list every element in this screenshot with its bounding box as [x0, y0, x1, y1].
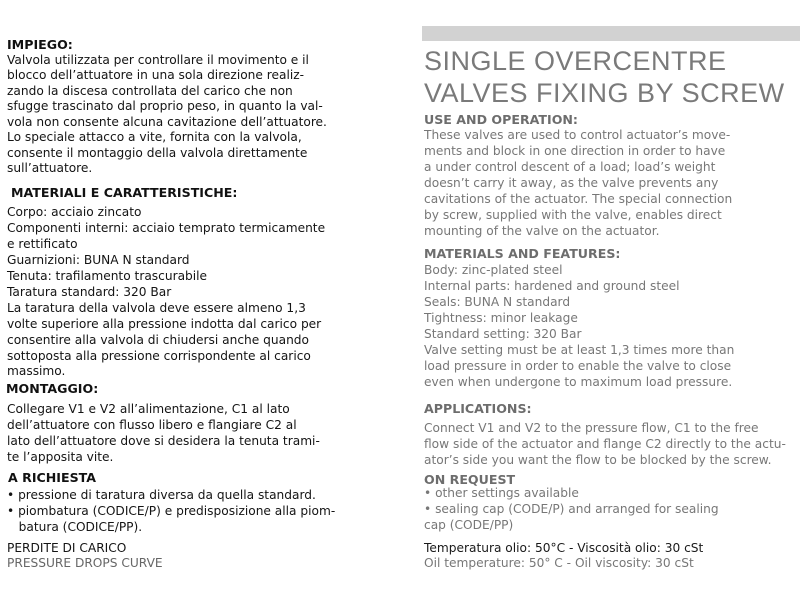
materials-line: Valve setting must be at least 1,3 times more than	[424, 343, 735, 357]
use-line: by screw, supplied with the valve, enables direct	[424, 208, 722, 222]
richiesta-heading: A RICHIESTA	[8, 470, 97, 485]
impiego-line: blocco dell’attuatore in una sola direzione realiz-	[7, 68, 305, 82]
use-heading: USE AND OPERATION:	[424, 112, 578, 127]
use-line: ments and block in one direction in order to have	[424, 144, 726, 158]
header-bar	[422, 26, 800, 41]
use-line: These valves are used to control actuator’s move-	[424, 128, 731, 142]
on-request-line: cap (CODE/PP)	[424, 518, 514, 532]
applications-line: ator’s side you want the flow to be blocked by the screw.	[424, 453, 772, 467]
materiali-line: massimo.	[7, 364, 66, 378]
use-line: mounting of the valve on the actuator.	[424, 224, 660, 238]
oil-temperature-italian: Temperatura olio: 50°C - Viscosità olio: 30 cSt	[424, 541, 704, 555]
montaggio-line: Collegare V1 e V2 all’alimentazione, C1 al lato	[7, 402, 290, 416]
materiali-line: Componenti interni: acciaio temprato termicamente	[7, 221, 326, 235]
richiesta-line: batura (CODICE/PP).	[7, 520, 143, 534]
impiego-heading: IMPIEGO:	[7, 37, 73, 52]
use-line: a under control descent of a load; load’s weight	[424, 160, 716, 174]
materiali-line: consentire alla valvola di chiudersi anche quando	[7, 333, 310, 347]
applications-line: Connect V1 and V2 to the pressure flow, C1 to the free	[424, 421, 759, 435]
richiesta-line: • pressione di taratura diversa da quella standard.	[7, 488, 316, 502]
on-request-line: • other settings available	[424, 486, 579, 500]
materials-line: Standard setting: 320 Bar	[424, 327, 582, 341]
applications-line: flow side of the actuator and flange C2 directly to the actu-	[424, 437, 786, 451]
materiali-line: e rettificato	[7, 237, 78, 251]
montaggio-line: lato dell’attuatore dove si desidera la tenuta trami-	[7, 434, 320, 448]
materials-line: even when undergone to maximum load pressure.	[424, 375, 733, 389]
on-request-line: • sealing cap (CODE/P) and arranged for sealing	[424, 502, 719, 516]
materials-heading: MATERIALS AND FEATURES:	[424, 246, 621, 261]
impiego-line: vola non consente alcuna cavitazione dell’attuatore.	[7, 115, 327, 129]
impiego-line: zando la discesa controllata del carico che non	[7, 84, 293, 98]
materiali-line: Corpo: acciaio zincato	[7, 205, 142, 219]
montaggio-line: dell’attuatore con flusso libero e flangiare C2 al	[7, 418, 297, 432]
impiego-line: sfugge trascinato dal proprio peso, in quanto la val-	[7, 99, 323, 113]
materials-line: Seals: BUNA N standard	[424, 295, 571, 309]
impiego-line: sull’attuatore.	[7, 161, 93, 175]
oil-temperature-english: Oil temperature: 50° C - Oil viscosity: 30 cSt	[424, 556, 694, 570]
montaggio-heading: MONTAGGIO:	[6, 381, 99, 396]
materiali-line: Guarnizioni: BUNA N standard	[7, 253, 190, 267]
materials-line: Internal parts: hardened and ground steel	[424, 279, 680, 293]
materiali-line: Taratura standard: 320 Bar	[7, 285, 172, 299]
applications-heading: APPLICATIONS:	[424, 401, 532, 416]
materiali-line: volte superiore alla pressione indotta dal carico per	[7, 317, 322, 331]
use-line: doesn’t carry it away, as the valve prevents any	[424, 176, 719, 190]
materiali-line: sottoposta alla pressione corrispondente al carico	[7, 349, 311, 363]
perdite-di-carico: PERDITE DI CARICO	[7, 541, 127, 555]
impiego-line: Lo speciale attacco a vite, fornita con la valvola,	[7, 130, 302, 144]
montaggio-line: te l’apposita vite.	[7, 450, 114, 464]
impiego-line: Valvola utilizzata per controllare il movimento e il	[7, 53, 309, 67]
materiali-line: Tenuta: trafilamento trascurabile	[7, 269, 208, 283]
materiali-heading: MATERIALI E CARATTERISTICHE:	[11, 185, 238, 200]
materials-line: Tightness: minor leakage	[424, 311, 578, 325]
impiego-line: consente il montaggio della valvola direttamente	[7, 146, 308, 160]
materiali-line: La taratura della valvola deve essere almeno 1,3	[7, 301, 306, 315]
pressure-drops-curve: PRESSURE DROPS CURVE	[7, 556, 163, 570]
materials-line: load pressure in order to enable the valve to close	[424, 359, 732, 373]
on-request-heading: ON REQUEST	[424, 472, 516, 487]
materials-line: Body: zinc-plated steel	[424, 263, 563, 277]
title-line-1: SINGLE OVERCENTRE	[424, 46, 727, 76]
use-line: cavitations of the actuator. The special connection	[424, 192, 733, 206]
title-line-2: VALVES FIXING BY SCREW	[424, 78, 785, 108]
richiesta-line: • piombatura (CODICE/P) e predisposizione alla piom-	[7, 504, 336, 518]
